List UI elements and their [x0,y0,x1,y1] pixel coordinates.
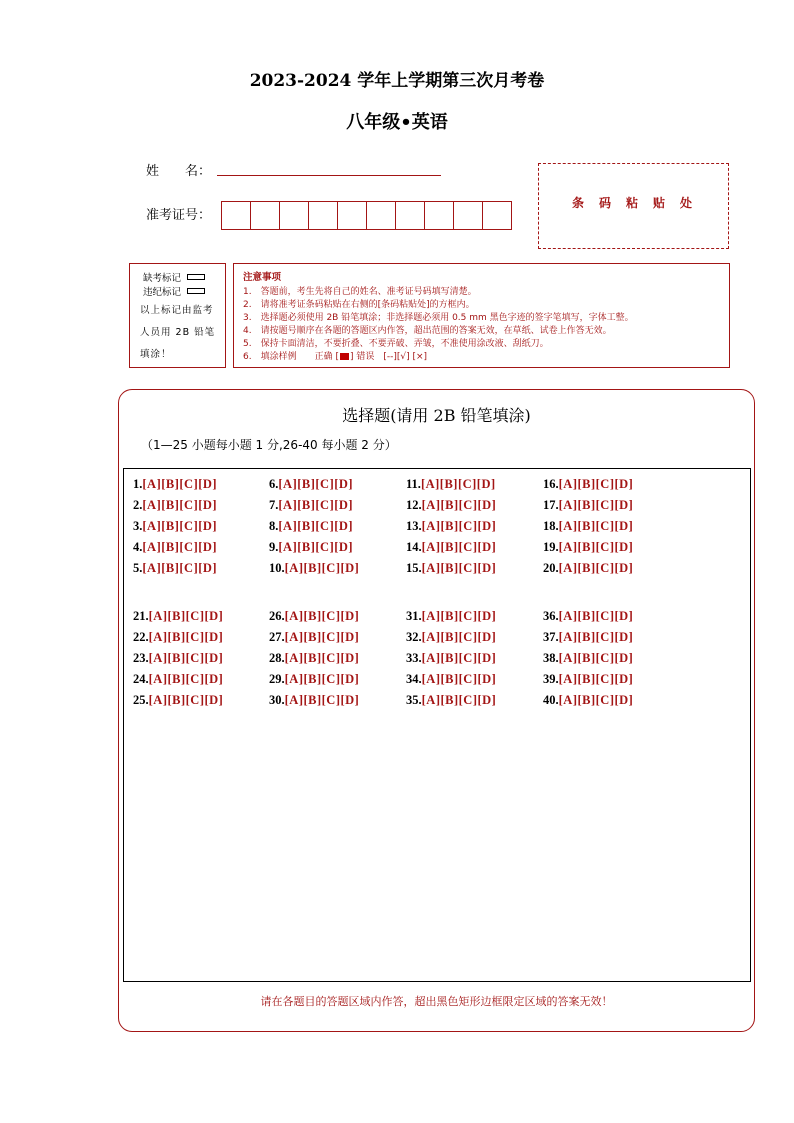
exam-id-label: 准考证号： [146,208,212,223]
question-number: 24. [133,672,149,686]
exam-id-digit-box[interactable] [424,201,454,230]
question-number: 26. [269,609,285,623]
answer-options[interactable]: [A][B][C][D] [421,630,497,644]
answer-options[interactable]: [A][B][C][D] [421,498,497,512]
barcode-area [538,163,729,249]
answer-options[interactable]: [A][B][C][D] [420,477,496,491]
question-number: 29. [269,672,285,686]
question-number: 6. [269,477,279,491]
violation-marker [143,284,205,298]
question-item [406,693,496,708]
exam-id-digit-box[interactable] [221,201,251,230]
answer-options[interactable]: [A][B][C][D] [421,693,497,707]
question-number: 20. [543,561,559,575]
sample-correct-label: 6. 填涂样例 正确 [243,352,333,362]
question-number: 19. [543,540,559,554]
question-item [133,498,217,513]
answer-options[interactable]: [A][B][C][D] [284,561,360,575]
notice-item: 5. 保持卡面清洁，不要折叠、不要弄破、弄皱，不准使用涂改液、刮纸刀。 [243,339,549,349]
answer-options[interactable]: [A][B][C][D] [148,609,224,623]
exam-id-boxes[interactable] [222,201,512,230]
name-field[interactable] [217,175,441,176]
question-number: 14. [406,540,422,554]
question-item [133,630,223,645]
question-item [269,672,359,687]
question-item [269,609,359,624]
question-number: 25. [133,693,149,707]
question-item [133,693,223,708]
question-item [543,651,633,666]
choice-section [118,389,755,1032]
exam-id-digit-box[interactable] [482,201,512,230]
exam-id-digit-box[interactable] [337,201,367,230]
question-item [543,519,633,534]
question-number: 28. [269,651,285,665]
section-subtitle: （1—25 小题每小题 1 分,26-40 每小题 2 分） [141,438,397,452]
question-item [133,540,217,555]
answer-options[interactable]: [A][B][C][D] [142,540,218,554]
question-number: 8. [269,519,279,533]
answer-options[interactable]: [A][B][C][D] [278,540,354,554]
question-number: 15. [406,561,422,575]
question-number: 12. [406,498,422,512]
exam-id-digit-box[interactable] [279,201,309,230]
question-number: 1. [133,477,143,491]
exam-id-digit-box[interactable] [308,201,338,230]
question-number: 35. [406,693,422,707]
question-item [406,519,496,534]
question-item [269,693,359,708]
question-item [406,540,496,555]
answer-options[interactable]: [A][B][C][D] [558,477,634,491]
answer-options[interactable]: [A][B][C][D] [142,477,218,491]
absent-marker [143,270,205,284]
exam-id-digit-box[interactable] [366,201,396,230]
filled-sample-icon [340,353,349,360]
answer-options[interactable]: [A][B][C][D] [278,519,354,533]
question-item [269,630,359,645]
question-number: 2. [133,498,143,512]
question-number: 39. [543,672,559,686]
answer-options[interactable]: [A][B][C][D] [278,477,354,491]
question-item [133,609,223,624]
answer-options[interactable]: [A][B][C][D] [558,498,634,512]
exam-id-digit-box[interactable] [250,201,280,230]
question-item [269,561,359,576]
question-item [543,693,633,708]
question-item [406,609,496,624]
notice-item: 3. 选择题必须使用 2B 铅笔填涂；非选择题必须用 0.5 mm 黑色字迹的签字笔填写，字体工整。 [243,313,634,323]
question-item [133,561,217,576]
question-item [406,651,496,666]
notice-title: 注意事项 [243,272,282,283]
question-number: 33. [406,651,422,665]
question-item [269,477,353,492]
answer-options[interactable]: [A][B][C][D] [142,498,218,512]
question-item [133,672,223,687]
answer-options[interactable]: [A][B][C][D] [148,630,224,644]
notice-item: 4. 请按题号顺序在各题的答题区内作答，超出范围的答案无效，在草纸、试卷上作答无效。 [243,326,612,336]
question-item [543,630,633,645]
question-item [269,540,353,555]
question-item [406,477,496,492]
question-number: 13. [406,519,422,533]
violation-marker-label: 违纪标记 [143,287,182,298]
answer-options[interactable]: [A][B][C][D] [421,540,497,554]
answer-options[interactable]: [A][B][C][D] [284,609,360,623]
question-item [543,540,633,555]
barcode-label: 条码粘贴处 [571,196,707,210]
exam-title: 2023-2024 学年上学期第三次月考卷 [249,71,545,91]
answer-options[interactable]: [A][B][C][D] [284,651,360,665]
question-item [406,672,496,687]
question-number: 18. [543,519,559,533]
exam-subtitle: 八年级•英语 [346,112,448,133]
answer-options[interactable]: [A][B][C][D] [142,519,218,533]
section-title: 选择题(请用 2B 铅笔填涂) [342,406,531,425]
answer-options[interactable]: [A][B][C][D] [558,672,634,686]
question-number: 11. [406,477,421,491]
answer-options[interactable]: [A][B][C][D] [148,693,224,707]
question-number: 9. [269,540,279,554]
notice-item: 2. 请将准考证条码粘贴在右侧的[条码粘贴处]的方框内。 [243,300,475,310]
absent-marker-label: 缺考标记 [143,273,182,284]
marker-note: 以上标记由监考人员用 2B 铅笔填涂！ [140,305,216,360]
question-number: 38. [543,651,559,665]
question-item [406,498,496,513]
answer-options[interactable]: [A][B][C][D] [421,609,497,623]
boundary-warning: 请在各题目的答题区域内作答，超出黑色矩形边框限定区域的答案无效！ [260,995,613,1008]
question-item [269,498,353,513]
question-number: 21. [133,609,149,623]
question-item [133,477,217,492]
answer-options[interactable]: [A][B][C][D] [421,651,497,665]
answer-options[interactable]: [A][B][C][D] [148,672,224,686]
question-number: 3. [133,519,143,533]
sample-wrong-label: 错误 [--][√] [×] [356,352,428,362]
answer-options[interactable]: [A][B][C][D] [558,561,634,575]
name-label: 姓 名： [146,164,212,179]
question-number: 7. [269,498,279,512]
answer-options[interactable]: [A][B][C][D] [284,672,360,686]
answer-options[interactable]: [A][B][C][D] [142,561,218,575]
answer-options[interactable]: [A][B][C][D] [421,561,497,575]
question-number: 37. [543,630,559,644]
question-item [543,498,633,513]
question-number: 23. [133,651,149,665]
violation-marker-box[interactable] [187,288,205,294]
exam-id-digit-box[interactable] [453,201,483,230]
question-item [269,651,359,666]
question-number: 32. [406,630,422,644]
question-number: 36. [543,609,559,623]
question-item [133,519,217,534]
answer-options[interactable]: [A][B][C][D] [558,630,634,644]
question-item [543,672,633,687]
answer-options[interactable]: [A][B][C][D] [558,693,634,707]
question-number: 27. [269,630,285,644]
question-item [133,651,223,666]
absent-marker-box[interactable] [187,274,205,280]
answer-options[interactable]: [A][B][C][D] [284,693,360,707]
answer-area [123,468,751,982]
question-number: 5. [133,561,143,575]
question-number: 30. [269,693,285,707]
marker-box [129,263,226,368]
question-item [406,630,496,645]
answer-options[interactable]: [A][B][C][D] [558,540,634,554]
answer-options[interactable]: [A][B][C][D] [558,609,634,623]
answer-options[interactable]: [A][B][C][D] [558,519,634,533]
question-item [406,561,496,576]
question-number: 17. [543,498,559,512]
answer-options[interactable]: [A][B][C][D] [284,630,360,644]
question-number: 10. [269,561,285,575]
question-item [269,519,353,534]
notice-sample: 6. 填涂样例 正确 [ ] 错误 [--][√] [×] [243,352,428,362]
question-number: 16. [543,477,559,491]
answer-options[interactable]: [A][B][C][D] [558,651,634,665]
question-number: 31. [406,609,422,623]
question-item [543,561,633,576]
question-number: 34. [406,672,422,686]
exam-id-digit-box[interactable] [395,201,425,230]
question-number: 22. [133,630,149,644]
answer-options[interactable]: [A][B][C][D] [148,651,224,665]
question-number: 40. [543,693,559,707]
question-item [543,609,633,624]
notice-item: 1. 答题前，考生先将自己的姓名、准考证号码填写清楚。 [243,287,477,297]
notice-box [233,263,730,368]
answer-options[interactable]: [A][B][C][D] [278,498,354,512]
answer-options[interactable]: [A][B][C][D] [421,672,497,686]
question-number: 4. [133,540,143,554]
question-item [543,477,633,492]
answer-options[interactable]: [A][B][C][D] [421,519,497,533]
